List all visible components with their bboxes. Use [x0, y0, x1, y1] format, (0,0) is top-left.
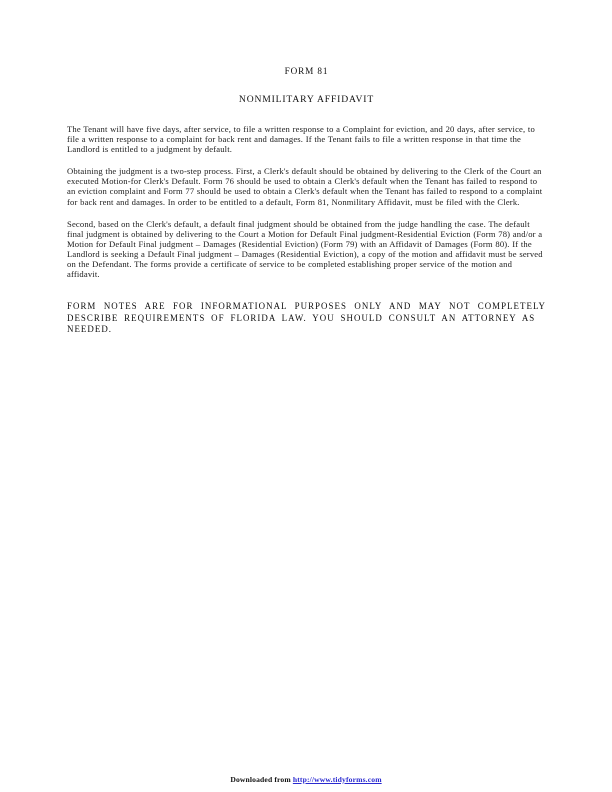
downloaded-from-label: Downloaded from [230, 775, 291, 784]
paragraph-clerk-default-process: Obtaining the judgment is a two-step process. First, a Clerk's default should be obtained by delivering to the Clerk of the Court an executed Motion-for Clerk's Default. Form 76 should be used to obtain a Clerk's default when the Tenant has failed to respond to an eviction complaint and Form 77 should be used to obtain a Clerk's default when the Tenant has failed to respond to a complaint for back rent and damages. In order to be entitled to a default, Form 81, Nonmilitary Affidavit, must be filed with the Clerk. [67, 166, 543, 207]
document-subtitle: NONMILITARY AFFIDAVIT [238, 94, 375, 105]
paragraph-final-judgment-process: Second, based on the Clerk's default, a default final judgment should be obtained from the judge handling the case. The default final judgment is obtained by delivering to the Court a Motion for Default Final judgment-Residential Eviction (Form 78) and/or a Motion for Default Final judgment – Damages (Residential Eviction) (Form 79) with an Affidavit of Damages (Form 80). If the Landlord is seeking a Default Final judgment – Damages (Residential Eviction), a copy of the motion and affidavit must be served on the Defendant. The forms provide a certificate of service to be completed establishing proper service of the motion and affidavit. [67, 218, 543, 280]
form-notes-disclaimer [67, 301, 546, 335]
form-notes-last-line: NEEDED. [67, 324, 113, 335]
document-body [67, 66, 546, 335]
paragraph-spacer [67, 291, 546, 301]
form-notes-text: FORM NOTES ARE FOR INFORMATIONAL PURPOSES ONLY AND MAY NOT COMPLETELY DESCRIBE REQUIREMENTS OF FLORIDA LAW. YOU SHOULD CONSULT AN ATTORNEY AS [67, 301, 546, 323]
tidyforms-link[interactable]: http://www.tidyforms.com [292, 775, 382, 784]
paragraph-response-deadlines: The Tenant will have five days, after service, to file a written response to a Complaint for eviction, and 20 days, after service, to file a written response to a complaint for back rent and damages. If the Tenant fails to file a written response in that time the Landlord is entitled to a judgment by default. [67, 124, 535, 155]
page-footer [0, 775, 612, 784]
page-title: FORM 81 [284, 66, 329, 76]
